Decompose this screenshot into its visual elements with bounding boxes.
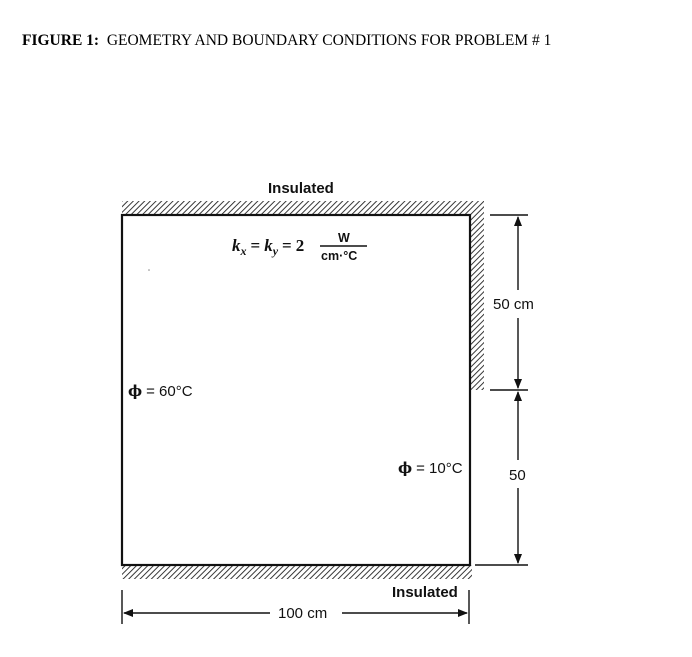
conductivity-expression [232,231,367,263]
svg-text:kx=ky=2: $k_x = k_y = 2$ [232,236,305,258]
unit-numerator: W [338,231,350,245]
svg-text:ϕ= 60°C: ϕ = 60°C [128,382,193,400]
top-insulated-label: Insulated [268,180,334,197]
scan-dot [148,269,150,271]
svg-text:ϕ= 10°C: ϕ = 10°C [398,459,463,477]
width-label: 100 cm [278,605,328,622]
bottom-insulation-hatch [122,565,472,579]
bottom-insulated-label: Insulated [392,584,458,601]
figure-caption: GEOMETRY AND BOUNDARY CONDITIONS FOR PROBLEM # 1 [106,32,552,49]
top-insulation-hatch [122,201,482,215]
upper-height-label: 50 cm [493,296,534,313]
left-temperature-label [128,382,193,400]
lower-height-label: 50 [509,467,526,484]
right-insulation-hatch [470,201,484,390]
figure-number: FIGURE 1: [22,32,100,49]
right-temperature-label [398,459,463,477]
unit-denominator: cm·°C [321,249,358,263]
